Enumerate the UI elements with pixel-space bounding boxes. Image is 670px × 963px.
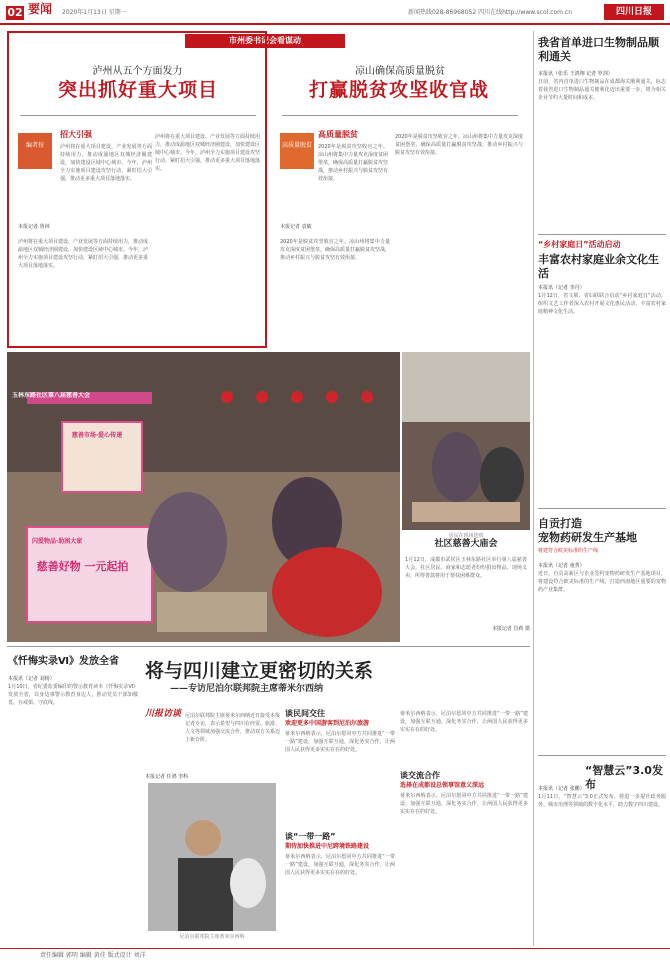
story2-byline: 本报记者 袁敏 <box>280 224 312 230</box>
fair-banner-text: 玉林东路社区第八届慈善大会 <box>12 392 91 399</box>
interview-tag: 川报访谈 <box>145 709 182 719</box>
page-number: 02 <box>7 6 23 19</box>
story2-kicker: 凉山确保高质量脱贫 <box>355 66 445 77</box>
story1-subhead: 招大引强 <box>60 130 92 139</box>
right-photo-caption: 居民在现场选购 <box>448 533 484 539</box>
section-q3: 谈交流合作 <box>400 771 440 780</box>
fair-sign-2: 慈善好物 一元起拍 <box>36 560 129 573</box>
right-article3-title: 宠物药研发生产基地 <box>538 531 637 544</box>
divider <box>538 234 666 235</box>
interview-byline: 本报记者 任鸿 李科 <box>145 774 189 780</box>
interview-headline: 将与四川建立更密切的关系 <box>145 660 374 682</box>
issue-date: 2020年1月13日 星期一 <box>62 9 127 16</box>
story1-body-col1: 泸州将在重大项目建设、产业发展等方面持续用力，推动成渝地区双城经济圈建设，加快建设区域中心城市。今年，泸州全力实施项目建设攻坚行动，紧盯招大引强，推动更多重大项目落地落实。 <box>18 239 148 269</box>
right-article2-byline: 本报讯（记者 李丹） <box>538 285 585 291</box>
photo-illustration <box>402 352 530 530</box>
section-banner: 市州委书记会看谋动 <box>185 34 345 48</box>
divider <box>7 646 530 647</box>
right-article3-kicker: 自贡打造 <box>538 517 582 530</box>
left-article-byline: 本报讯（记者 刘杨） <box>8 676 55 682</box>
newspaper-logo: 四川日报 <box>604 4 664 20</box>
interviewee-photo <box>148 783 276 931</box>
interview-body-2: 蒂米尔西纳表示，尼泊尔愿同中方共同推进“一带一路”建设，加强互联互通，深化务实合作，让两国人民获得更多实实在在的好处。 <box>285 854 395 876</box>
right-photo <box>402 352 530 530</box>
right-article4-body: 1月11日，“智慧云”3.0正式发布，将进一步提升政务服务、城市治理等领域的数字化水平，助力数字四川建设。 <box>538 794 666 808</box>
section-q1-sub: 欢迎更多中国游客到尼泊尔旅游 <box>285 720 370 727</box>
news-hotline: 新闻热线028-86968052 四川在线http://www.scol.com.cn <box>408 9 573 16</box>
divider <box>538 508 666 509</box>
sidebar-box: 高质量脱贫 <box>280 133 314 169</box>
story1-kicker: 泸州从五个方面发力 <box>92 66 183 77</box>
divider <box>538 755 666 756</box>
right-article1-title: 我省首单进口生物制品顺利通关 <box>538 36 659 63</box>
story1-byline: 本报记者 鲁林 <box>18 224 50 230</box>
story2-body-col2: 2020年是脱贫攻坚收官之年。凉山州将集中力量攻克深度贫困堡垒，确保高质量打赢脱贫攻坚战，推动乡村振兴与脱贫攻坚有效衔接。 <box>395 134 523 156</box>
fair-sign-1: 慈善市场·爱心传递 <box>71 432 123 439</box>
interview-body-4: 蒂米尔西纳表示，尼泊尔愿同中方共同推进“一带一路”建设，加强互联互通，深化务实合作，让两国人民获得更多实实在在的好处。 <box>400 793 528 815</box>
section-q1: 谈民间交往 <box>285 709 325 718</box>
section-q3-sub: 选择在成都设总领事馆意义深远 <box>400 782 485 789</box>
editor-note-box: 编者按 <box>18 133 52 169</box>
charity-story-body: 1月12日，成都市武侯区玉林东路社区举行第八届慈善大会，社区居民、商家和志愿者纷纷捐出物品，现场义卖，所得善款将用于帮扶困难群众。 <box>405 557 527 579</box>
interview-intro: 尼泊尔联邦院主席蒂米尔西纳近日接受本报记者专访，表示希望与四川在经贸、旅游、人文等领域加强交流合作，推动双方关系迈上新台阶。 <box>185 713 280 743</box>
interview-body-1: 蒂米尔西纳表示，尼泊尔愿同中方共同推进“一带一路”建设，加强互联互通，深化务实合作，让两国人民获得更多实实在在的好处。 <box>285 731 395 753</box>
story2-subhead: 高质量脱贫 <box>318 130 358 139</box>
story1-headline: 突出抓好重大项目 <box>57 79 218 101</box>
interview-body-3: 蒂米尔西纳表示，尼泊尔愿同中方共同推进“一带一路”建设，加强互联互通，深化务实合作，让两国人民获得更多实实在在的好处。 <box>400 711 528 733</box>
charity-photographer: 本报记者 肖莉 摄 <box>491 626 530 632</box>
right-article2-kicker: “乡村家庭日”活动启动 <box>538 240 621 249</box>
right-article2-body: 1月12日，省文联、省妇联联合启动“乡村家庭日”活动，组织文艺工作者深入农村开展文化惠民活动，丰富农村家庭精神文化生活。 <box>538 293 666 315</box>
divider <box>20 115 256 116</box>
interviewee-caption: 尼泊尔联邦院主席蒂米尔西纳 <box>179 934 245 940</box>
story2-body-col1: 2020年是脱贫攻坚收官之年。凉山州将集中力量攻克深度贫困堡垒，确保高质量打赢脱贫攻坚战，推动乡村振兴与脱贫攻坚有效衔接。 <box>280 239 390 261</box>
interview-subheadline: ——专访尼泊尔联邦院主席蒂米尔西纳 <box>170 684 324 694</box>
right-article1-body: 日前，省内首单进口生物制品在成都海关顺利通关，标志着我省进口生物制品通关便利化迈出重要一步，将为相关企业节约大量时间和成本。 <box>538 79 666 101</box>
story2-lead: 2020年是脱贫攻坚收官之年。凉山州将集中力量攻克深度贫困堡垒，确保高质量打赢脱贫攻坚战，推动乡村振兴与脱贫攻坚有效衔接。 <box>318 144 388 182</box>
charity-story-title: 社区慈善大庙会 <box>434 539 498 549</box>
section-name: 要闻 <box>28 2 53 16</box>
main-photo-caption: 大爷在玉林社区慈善大会上挑选物品 <box>239 634 320 640</box>
left-article-title: 《忏悔实录Ⅵ》发放全省 <box>8 656 119 667</box>
photo-illustration <box>148 783 276 931</box>
divider <box>282 115 518 116</box>
right-article3-byline: 本报讯（记者 童菁） <box>538 563 585 569</box>
section-q2-sub: 期待加快推进中尼跨境铁路建设 <box>285 843 370 850</box>
right-article3-body: 近日，自贡高新区与企业签约宠物药研发生产基地项目，将建设符合欧美标准的生产线，打造西南地区重要的宠物药产业集群。 <box>538 571 666 593</box>
right-article1-byline: 本报讯（张乐 王鸿翔 记者 罗剑） <box>538 71 613 77</box>
section-q2: 谈“一带一路” <box>285 832 336 841</box>
right-article2-title: 丰富农村家庭业余文化生活 <box>538 253 659 280</box>
right-article4-title: “智慧云”3.0发布 <box>585 764 663 791</box>
story2-headline: 打赢脱贫攻坚收官战 <box>308 79 489 101</box>
right-article4-byline: 本报讯（记者 张鹏） <box>538 786 585 792</box>
page-footer: 责任编辑 郭明 编辑 黄佳 版式设计 刘洋 <box>0 948 670 963</box>
fair-sign-3: 闪爱物品·助困大家 <box>32 538 83 545</box>
story1-lead: 泸州将在重大项目建设、产业发展等方面持续用力，推动成渝地区双城经济圈建设，加快建设区域中心城市。今年，泸州全力实施项目建设攻坚行动，紧盯招大引强，推动更多重大项目落地落实。 <box>60 144 152 182</box>
story1-body-col2: 泸州将在重大项目建设、产业发展等方面持续用力，推动成渝地区双城经济圈建设，加快建设区域中心城市。今年，泸州全力实施项目建设攻坚行动，紧盯招大引强，推动更多重大项目落地落实。 <box>155 134 260 172</box>
left-article-body: 1月10日，省纪委监委编印的警示教育读本《忏悔实录Ⅵ》发放全省，以身边事警示教育身边人，推动党员干部知敬畏、存戒惧、守底线。 <box>8 684 138 706</box>
right-article3-subtitle: 将建符合欧美标准的生产线 <box>538 548 599 554</box>
column-rule <box>533 31 534 946</box>
